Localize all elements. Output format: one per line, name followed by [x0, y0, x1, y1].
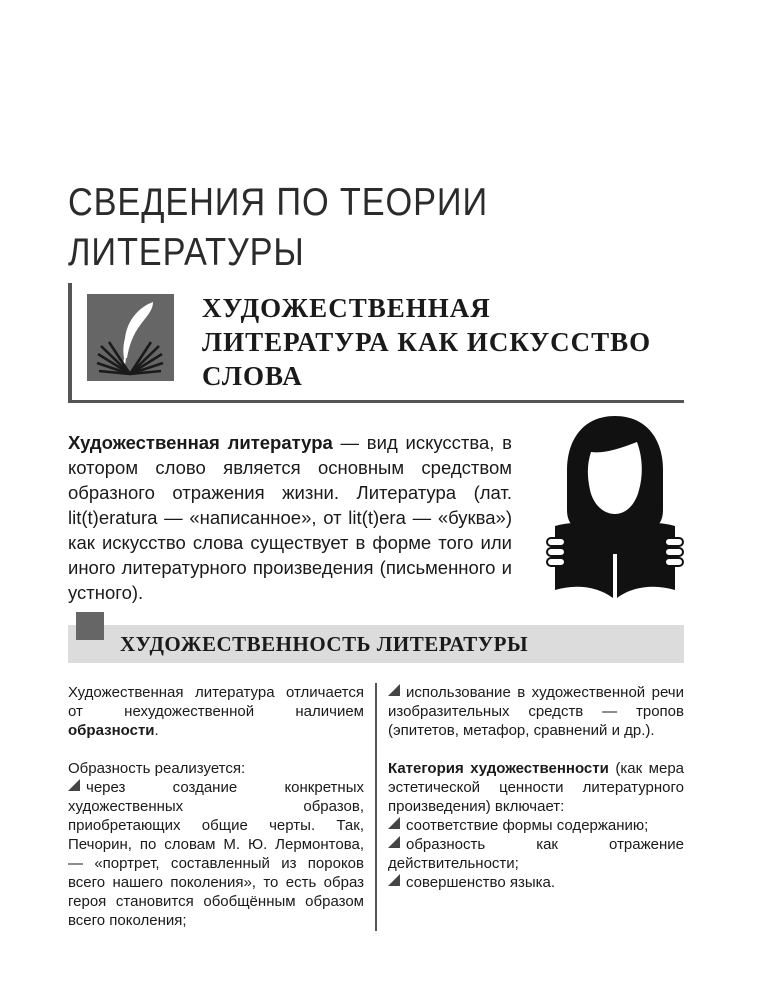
list-item: использование в художественной речи изобразительных средств — тропов (эпитетов, метафор, сравнений и др.). — [388, 684, 684, 739]
list-item: образность как отражение действительности; — [388, 836, 684, 872]
term-category: Категория художественности — [388, 760, 609, 777]
intro-term: Художественная литература — [68, 432, 333, 453]
paragraph-imagery: Художественная литература отличается от нехудожественной наличием образности. — [68, 684, 364, 739]
intro-paragraph — [68, 430, 512, 605]
column-divider — [375, 683, 377, 931]
chapter-title-line-1: СВЕДЕНИЯ ПО ТЕОРИИ — [68, 181, 488, 224]
triangle-bullet-icon — [388, 836, 400, 848]
triangle-bullet-icon — [68, 779, 80, 791]
term-imagery: образности — [68, 722, 155, 739]
triangle-bullet-icon — [388, 684, 400, 696]
triangle-bullet-icon — [388, 874, 400, 886]
triangle-bullet-icon — [388, 817, 400, 829]
list-item: соответствие формы содержанию; — [388, 816, 684, 835]
chapter-title-line-2: ЛИТЕРАТУРЫ — [68, 231, 305, 274]
person-reading-book-icon — [545, 414, 685, 599]
chapter-title — [68, 178, 631, 278]
intro-text: — вид искусства, в котором слово является основным средством образного отражения жизни. Литература (лат. lit(t)eratura — «написанное», от lit(t)era — «буква») как искусство слова существует в форме того или иного литературного произведения (письменного и устного). — [68, 432, 513, 603]
quill-book-icon — [87, 294, 174, 381]
left-column — [68, 683, 364, 930]
square-marker-icon — [76, 612, 104, 640]
imagery-lead: Образность реализуется: — [68, 760, 246, 777]
section-header — [68, 283, 684, 403]
right-column — [388, 683, 684, 892]
subsection-title: ХУДОЖЕСТВЕННОСТЬ ЛИТЕРАТУРЫ — [120, 632, 529, 656]
list-item: совершенство языка. — [388, 873, 684, 892]
list-item: через создание конкретных художественных образов, приобретающих общие черты. Так, Печорин, по словам М. Ю. Лермонтова, — «портрет, составленный из пороков всего нашего поколения», то есть образ героя становится обобщённым образом всего поколения; — [68, 779, 364, 929]
paragraph-category: Категория художественности (как мера эстетической ценности литературного произведения) включает: — [388, 760, 684, 815]
section-title: ХУДОЖЕСТВЕННАЯ ЛИТЕРАТУРА КАК ИСКУССТВО СЛОВА — [202, 293, 652, 391]
